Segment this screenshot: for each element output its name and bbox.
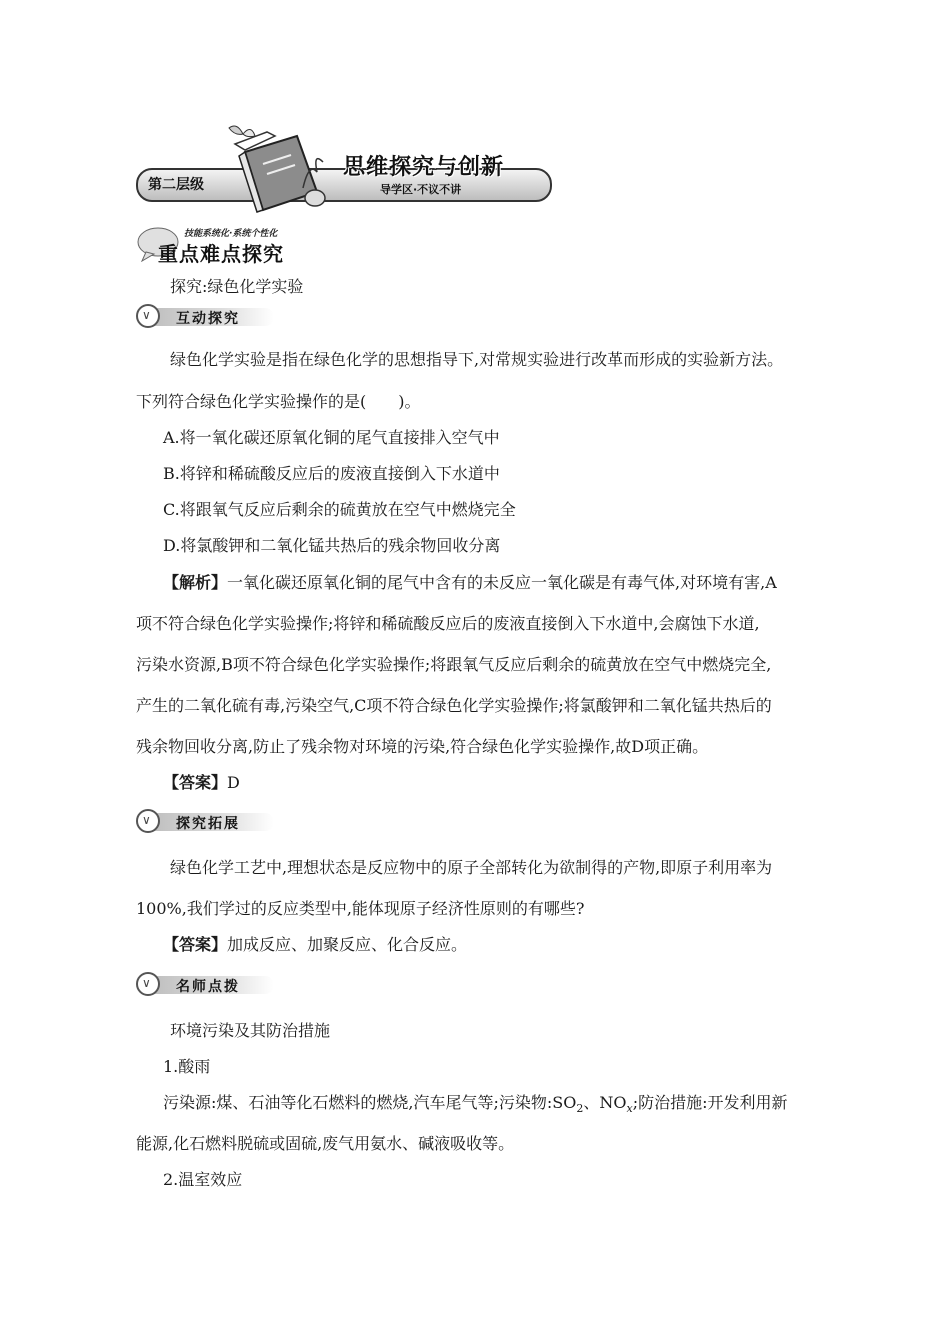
- extension-line-1: 绿色化学工艺中,理想状态是反应物中的原子全部转化为欲制得的产物,即原子利用率为: [170, 858, 773, 877]
- option-c: C.将跟氧气反应后剩余的硫黄放在空气中燃烧完全: [163, 500, 516, 519]
- analysis-line-3: 污染水资源,B项不符合绿色化学实验操作;将跟氧气反应后剩余的硫黄放在空气中燃烧完全,: [136, 655, 772, 674]
- book-illustration-icon: [205, 122, 335, 214]
- answer-1-value: D: [227, 773, 240, 792]
- notes-heading: 环境污染及其防治措施: [170, 1021, 331, 1040]
- notes-item-1-line-2: 能源,化石燃料脱硫或固硫,废气用氨水、碱液吸收等。: [136, 1134, 515, 1153]
- analysis-line-5: 残余物回收分离,防止了残余物对环境的污染,符合绿色化学实验操作,故D项正确。: [136, 737, 709, 756]
- tag-extension-label: 探究拓展: [176, 816, 240, 832]
- analysis-text-1: 一氧化碳还原氧化铜的尾气中含有的未反应一氧化碳是有毒气体,对环境有害,A: [227, 573, 777, 592]
- answer-1-label: 【答案】: [163, 773, 228, 792]
- tag-extension: [136, 809, 276, 835]
- notes-item-1-pre: 污染源:煤、石油等化石燃料的燃烧,汽车尾气等;污染物:SO: [163, 1093, 577, 1112]
- notes-item-1-line-1: [163, 1093, 787, 1119]
- notes-item-1-mid: 、NO: [583, 1093, 627, 1112]
- nox-subscript: x: [626, 1102, 633, 1116]
- analysis-line-1: [163, 573, 777, 593]
- so2-subscript: 2: [576, 1102, 584, 1116]
- section-title: 重点难点探究: [158, 242, 284, 266]
- chevron-down-icon: ∨: [136, 972, 160, 996]
- answer-2-label: 【答案】: [163, 935, 228, 954]
- answer-1: [163, 773, 240, 793]
- tag-interactive-label: 互动探究: [176, 311, 240, 327]
- banner-subtitle: 导学区·不议不讲: [380, 183, 462, 196]
- section-subtitle: 技能系统化·系统个性化: [184, 229, 278, 239]
- option-b: B.将锌和稀硫酸反应后的废液直接倒入下水道中: [163, 464, 500, 483]
- analysis-line-2: 项不符合绿色化学实验操作;将锌和稀硫酸反应后的废液直接倒入下水道中,会腐蚀下水道,: [136, 614, 760, 633]
- analysis-label: 【解析】: [163, 573, 228, 592]
- extension-line-2: 100%,我们学过的反应类型中,能体现原子经济性原则的有哪些?: [136, 899, 585, 918]
- question-line-1: 绿色化学实验是指在绿色化学的思想指导下,对常规实验进行改革而形成的实验新方法。: [170, 350, 784, 369]
- answer-2: [163, 935, 467, 955]
- answer-2-value: 加成反应、加聚反应、化合反应。: [227, 935, 468, 954]
- question-line-2: 下列符合绿色化学实验操作的是( )。: [136, 392, 421, 411]
- analysis-line-4: 产生的二氧化硫有毒,污染空气,C项不符合绿色化学实验操作;将氯酸钾和二氧化锰共热后的: [136, 696, 772, 715]
- notes-item-2-title: 2.温室效应: [163, 1170, 243, 1189]
- chevron-down-icon: ∨: [136, 304, 160, 328]
- notes-item-1-title: 1.酸雨: [163, 1057, 211, 1076]
- level-label: 第二层级: [148, 177, 204, 193]
- option-d: D.将氯酸钾和二氧化锰共热后的残余物回收分离: [163, 536, 501, 555]
- tag-teacher: [136, 972, 276, 998]
- tag-teacher-label: 名师点拨: [176, 979, 240, 995]
- tag-interactive: [136, 304, 276, 330]
- banner-title: 思维探究与创新: [343, 155, 505, 180]
- notes-item-1-post: ;防治措施:开发利用新: [632, 1093, 788, 1112]
- topic-line: 探究:绿色化学实验: [170, 277, 304, 296]
- chevron-down-icon: ∨: [136, 809, 160, 833]
- option-a: A.将一氧化碳还原氧化铜的尾气直接排入空气中: [163, 428, 500, 447]
